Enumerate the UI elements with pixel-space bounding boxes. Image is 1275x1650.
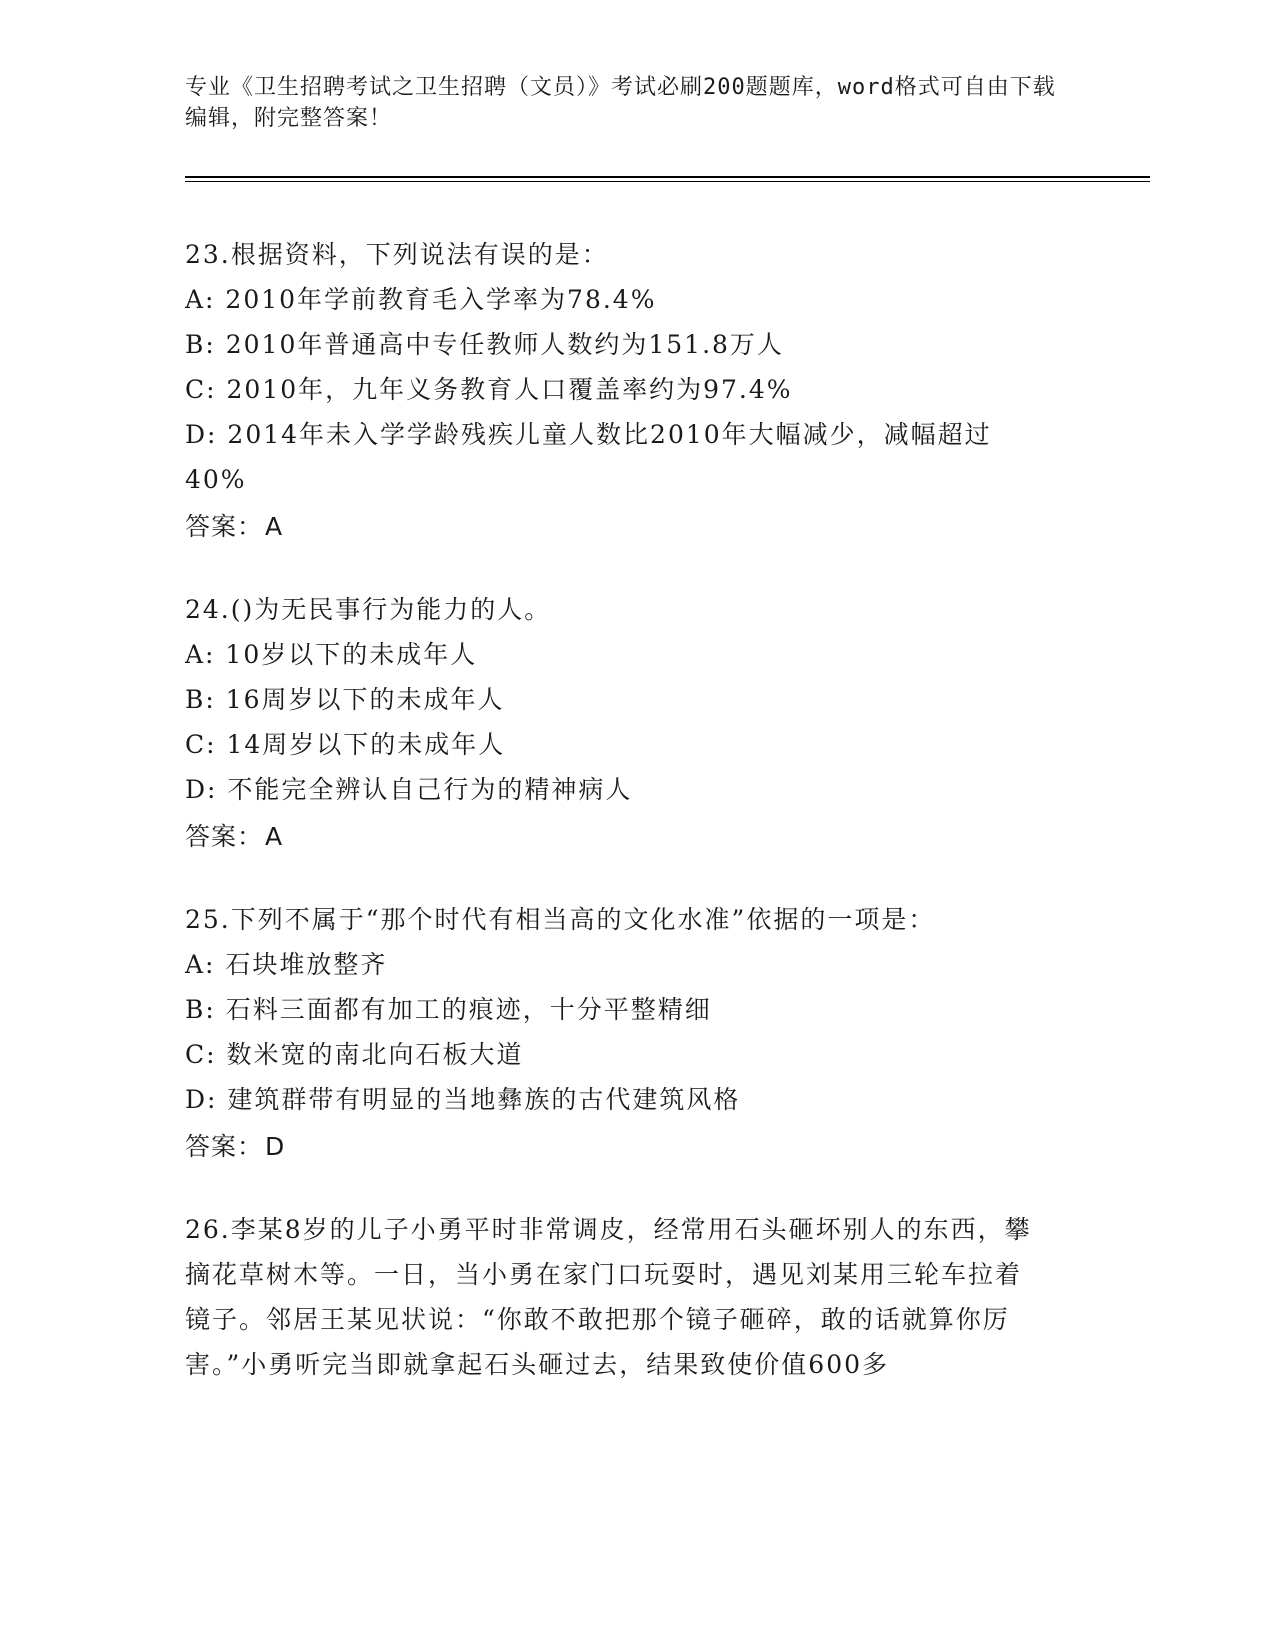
answer bbox=[185, 1124, 1085, 1169]
option-c: C: 14周岁以下的未成年人 bbox=[185, 730, 506, 759]
question-24 bbox=[185, 587, 1085, 859]
option-d: D: 建筑群带有明显的当地彝族的古代建筑风格 bbox=[185, 1085, 741, 1114]
option-d: D: 2014年未入学学龄残疾儿童人数比2010年大幅减少，减幅超过40% bbox=[185, 420, 992, 494]
answer-value: D bbox=[265, 1132, 286, 1161]
question-stem: 25.下列不属于“那个时代有相当高的文化水准”依据的一项是： bbox=[185, 905, 936, 934]
document-header: 专业《卫生招聘考试之卫生招聘（文员）》考试必刷200题题库，word格式可自由下载编辑，附完整答案！ bbox=[185, 75, 1056, 131]
answer-value: A bbox=[265, 512, 284, 541]
option-b: B: 2010年普通高中专任教师人数约为151.8万人 bbox=[185, 330, 784, 359]
question-stem: 23.根据资料，下列说法有误的是： bbox=[185, 240, 609, 269]
question-26 bbox=[185, 1207, 1085, 1387]
question-stem: 26.李某8岁的儿子小勇平时非常调皮，经常用石头砸坏别人的东西，攀摘花草树木等。一日，当小勇在家门口玩耍时，遇见刘某用三轮车拉着镜子。邻居王某见状说：“你敢不敢把那个镜子砸碎，敢的话就算你厉害。”小勇听完当即就拿起石头砸过去，结果致使价值600多 bbox=[185, 1215, 1032, 1379]
answer-label: 答案： bbox=[185, 512, 264, 541]
answer-value: A bbox=[265, 822, 284, 851]
header-divider-thin bbox=[185, 181, 1150, 182]
option-c: C: 数米宽的南北向石板大道 bbox=[185, 1040, 524, 1069]
option-b: B: 石料三面都有加工的痕迹，十分平整精细 bbox=[185, 995, 712, 1024]
answer-label: 答案： bbox=[185, 1132, 264, 1161]
option-b: B: 16周岁以下的未成年人 bbox=[185, 685, 505, 714]
header-divider bbox=[185, 176, 1150, 178]
option-a: A: 2010年学前教育毛入学率为78.4% bbox=[185, 285, 657, 314]
question-25 bbox=[185, 897, 1085, 1169]
option-c: C: 2010年，九年义务教育人口覆盖率约为97.4% bbox=[185, 375, 793, 404]
answer bbox=[185, 814, 1085, 859]
answer-label: 答案： bbox=[185, 822, 264, 851]
question-stem: 24.()为无民事行为能力的人。 bbox=[185, 595, 552, 624]
answer bbox=[185, 504, 1085, 549]
option-a: A: 10岁以下的未成年人 bbox=[185, 640, 478, 669]
question-list bbox=[185, 232, 1085, 1425]
option-a: A: 石块堆放整齐 bbox=[185, 950, 388, 979]
question-23 bbox=[185, 232, 1085, 549]
option-d: D: 不能完全辨认自己行为的精神病人 bbox=[185, 775, 633, 804]
